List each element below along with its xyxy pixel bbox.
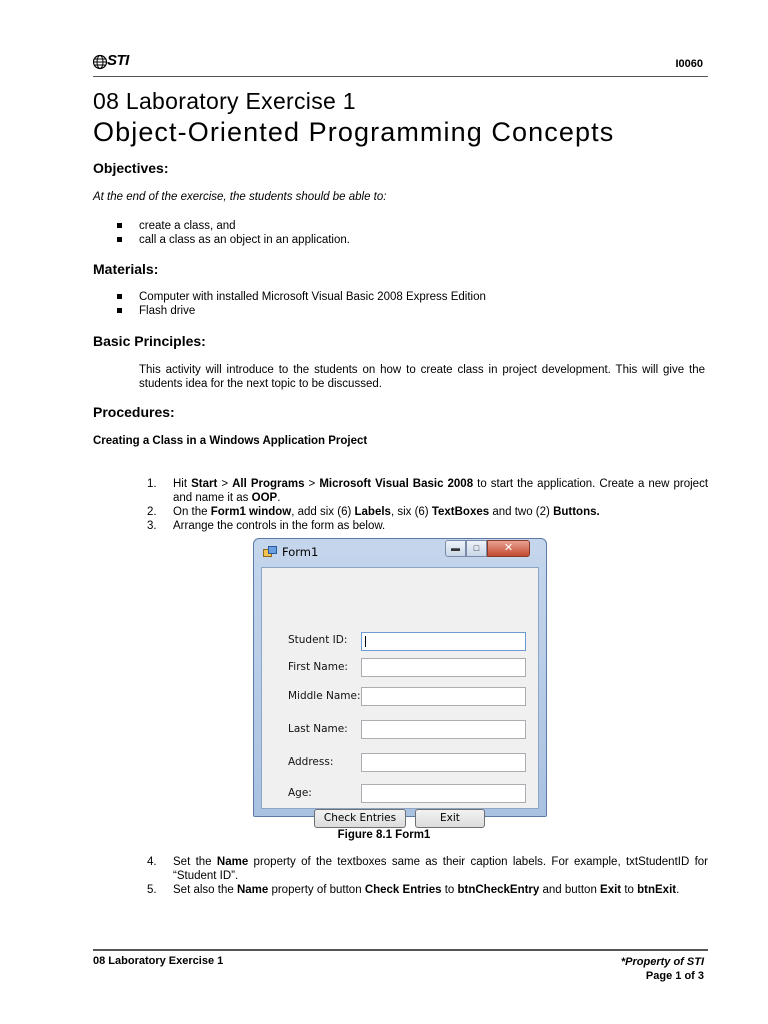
- maximize-icon: □: [473, 543, 480, 553]
- step-text: and button: [539, 884, 601, 896]
- step-number: 2.: [147, 506, 157, 518]
- step-text: and two (2): [489, 506, 554, 518]
- step-number: 1.: [147, 478, 157, 490]
- bold-term: Microsoft Visual Basic 2008: [319, 478, 474, 490]
- principles-text: This activity will introduce to the students on how to create class in project development. This will give the students idea for the next topic to be discussed.: [139, 364, 705, 390]
- step-text: .: [277, 492, 281, 504]
- lab-title: 08 Laboratory Exercise 1: [93, 88, 356, 114]
- materials-list: [116, 290, 486, 318]
- list-item: Flash drive: [116, 304, 486, 318]
- property-notice: *Property of STI: [620, 956, 704, 968]
- form-app-icon: [263, 546, 277, 558]
- step-text: , add six (6): [291, 506, 355, 518]
- logo-text: STI: [107, 52, 129, 69]
- maximize-button[interactable]: [466, 540, 487, 557]
- minimize-icon: ▬: [451, 543, 460, 553]
- bold-term: Name: [216, 856, 249, 868]
- bold-term: All Programs: [232, 478, 305, 490]
- list-item: call a class as an object in an application.: [116, 233, 350, 247]
- step-text: to start the application. Create a new project and name it as: [173, 478, 709, 504]
- age-label: Age:: [288, 787, 312, 799]
- check-entries-button[interactable]: Check Entries: [314, 809, 406, 828]
- step-text: , six (6): [390, 506, 432, 518]
- exit-button[interactable]: Exit: [415, 809, 485, 828]
- address-input[interactable]: [361, 753, 526, 772]
- procedures-heading: Procedures:: [93, 404, 175, 420]
- step-text: to: [621, 884, 638, 896]
- footer-right: [621, 955, 704, 983]
- student-id-label: Student ID:: [288, 634, 348, 646]
- header-rule: [93, 76, 708, 77]
- bold-term: Form1 window: [210, 506, 292, 518]
- step-text: property of the textboxes same as their caption labels. For example, txtStudentID for “Student ID”.: [173, 856, 709, 882]
- step-number: 5.: [147, 884, 157, 896]
- footer-rule: [93, 949, 708, 951]
- bold-term: btnCheckEntry: [457, 884, 540, 896]
- globe-icon: [93, 54, 107, 70]
- bold-term: Start: [191, 478, 218, 490]
- minimize-button[interactable]: [445, 540, 466, 557]
- step-text: Hit: [173, 478, 192, 490]
- materials-heading: Materials:: [93, 261, 159, 277]
- procedure-step: [147, 477, 708, 505]
- procedure-steps: [147, 477, 708, 533]
- step-number: 3.: [147, 520, 157, 532]
- objectives-intro: At the end of the exercise, the students should be able to:: [93, 191, 387, 203]
- sti-logo: [93, 52, 143, 72]
- page-number: Page 1 of 3: [645, 970, 704, 982]
- procedures-subheading: Creating a Class in a Windows Application Project: [93, 435, 368, 447]
- step-text: Arrange the controls in the form as below.: [173, 520, 386, 532]
- close-icon: ✕: [503, 542, 514, 554]
- footer-title: 08 Laboratory Exercise 1: [93, 955, 224, 967]
- first-name-label: First Name:: [288, 661, 348, 673]
- procedure-step: [147, 505, 708, 519]
- bold-term: Check Entries: [364, 884, 442, 896]
- last-name-input[interactable]: [361, 720, 526, 739]
- window-title: Form1: [282, 545, 319, 559]
- form-client-area: [261, 567, 539, 824]
- list-item: create a class, and: [116, 219, 350, 233]
- last-name-label: Last Name:: [288, 723, 348, 735]
- bold-term: Buttons.: [553, 506, 600, 518]
- step-text: >: [304, 478, 320, 490]
- figure-caption: Figure 8.1 Form1: [337, 829, 431, 841]
- step-text: property of button: [268, 884, 365, 896]
- bold-term: Labels: [354, 506, 391, 518]
- form1-window: [253, 538, 547, 824]
- step-text: Set the: [173, 856, 217, 868]
- middle-name-label: Middle Name:: [288, 690, 361, 702]
- step-text: to: [441, 884, 458, 896]
- step-text: >: [217, 478, 233, 490]
- objectives-heading: Objectives:: [93, 160, 169, 176]
- objectives-list: [116, 219, 350, 247]
- student-id-input[interactable]: [361, 632, 526, 651]
- procedure-step: [147, 883, 708, 897]
- step-text: On the: [173, 506, 211, 518]
- bold-term: Exit: [600, 884, 622, 896]
- close-button[interactable]: [487, 540, 530, 557]
- middle-name-input[interactable]: [361, 687, 526, 706]
- main-title: Object-Oriented Programming Concepts: [93, 117, 615, 147]
- bold-term: OOP: [251, 492, 278, 504]
- procedure-step: [147, 519, 708, 533]
- step-text: .: [676, 884, 680, 896]
- address-label: Address:: [288, 756, 334, 768]
- step-number: 4.: [147, 856, 157, 868]
- document-code: I0060: [675, 58, 703, 70]
- bold-term: TextBoxes: [431, 506, 490, 518]
- age-input[interactable]: [361, 784, 526, 803]
- step-text: Set also the: [173, 884, 237, 896]
- procedure-step: [147, 855, 708, 883]
- bold-term: Name: [236, 884, 269, 896]
- first-name-input[interactable]: [361, 658, 526, 677]
- list-item: Computer with installed Microsoft Visual Basic 2008 Express Edition: [116, 290, 486, 304]
- principles-heading: Basic Principles:: [93, 333, 206, 349]
- bold-term: btnExit: [637, 884, 677, 896]
- text-caret: [365, 636, 366, 647]
- procedure-steps-continued: [147, 855, 708, 897]
